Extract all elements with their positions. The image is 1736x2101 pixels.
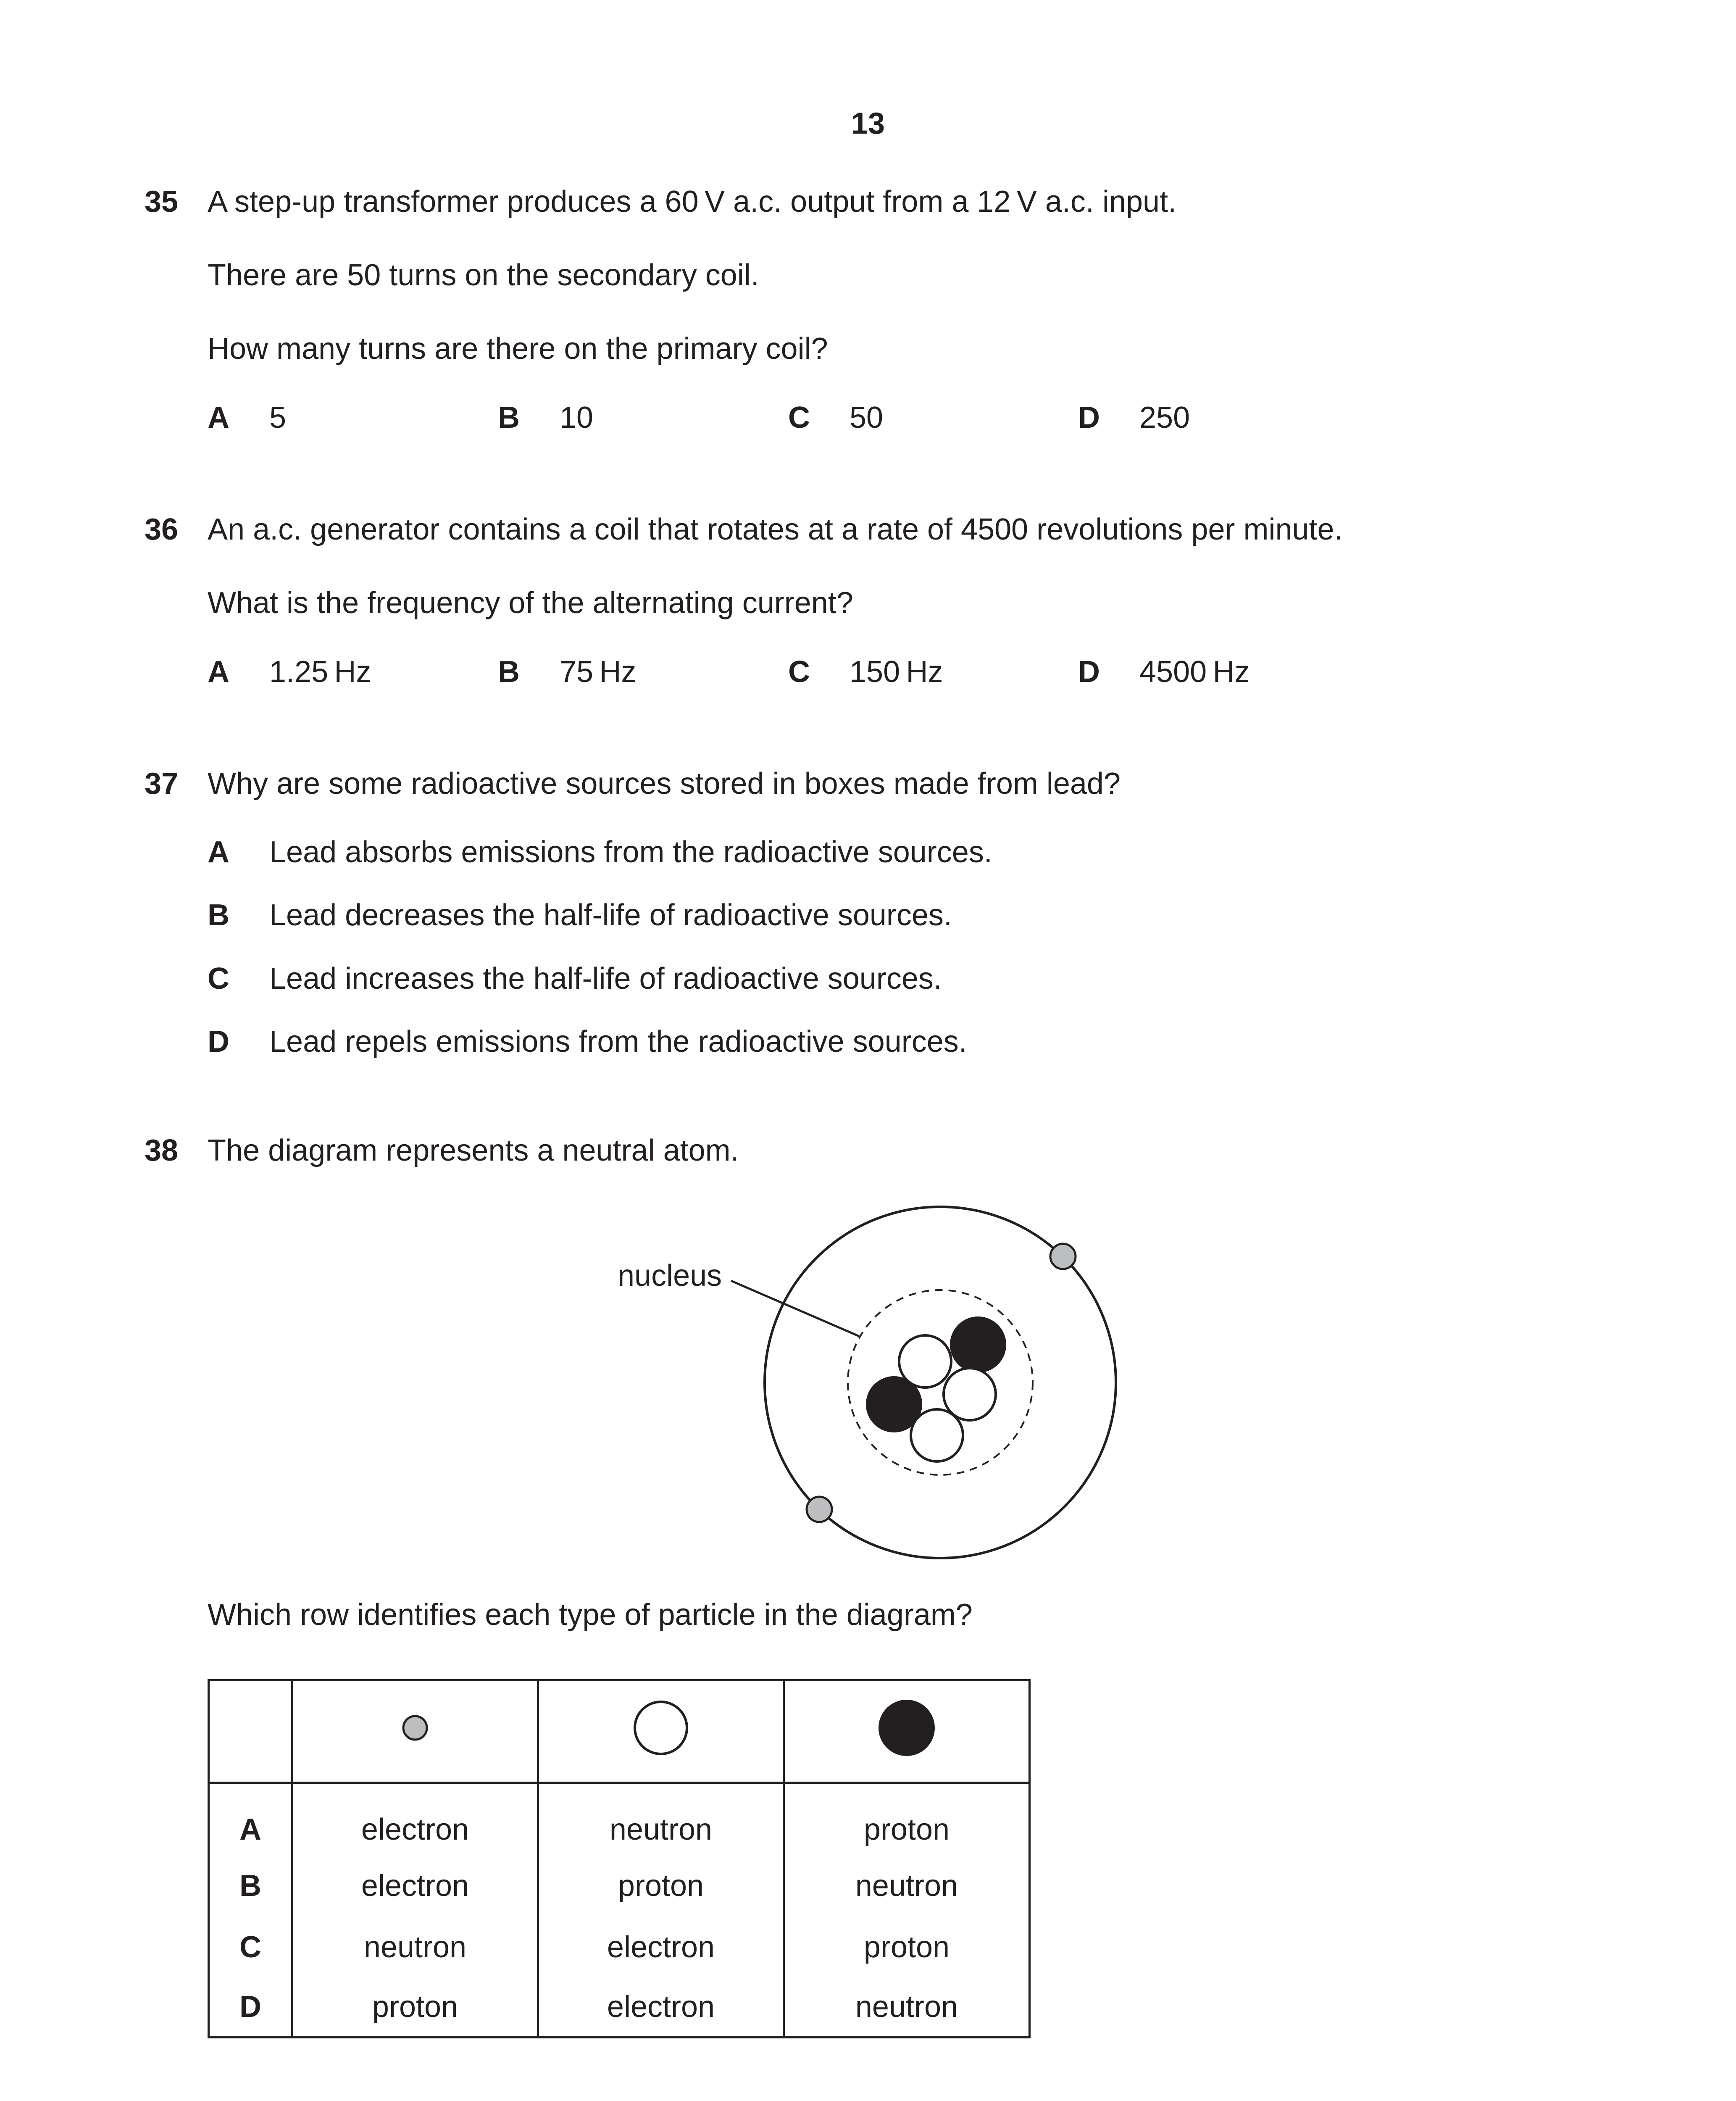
option-letter: D	[208, 1025, 229, 1058]
option-letter: D	[1078, 401, 1100, 434]
page-number: 13	[851, 107, 885, 140]
question-number: 37	[145, 767, 179, 800]
option-letter: D	[1078, 655, 1100, 689]
table-cell: proton	[538, 1855, 784, 1917]
option-text: Lead decreases the half-life of radioactive sources.	[269, 898, 952, 932]
row-letter: A	[209, 1783, 292, 1855]
option-letter: A	[208, 835, 229, 869]
table-row	[209, 1783, 1030, 1855]
option-text: Lead absorbs emissions from the radioactive sources.	[269, 835, 992, 869]
row-letter: C	[209, 1917, 292, 1978]
nucleus-label: nucleus	[618, 1259, 722, 1293]
option-letter: C	[788, 655, 810, 689]
question-number: 38	[145, 1134, 179, 1167]
table-cell: neutron	[784, 1855, 1030, 1917]
option-text: 50	[850, 401, 884, 434]
question-text: There are 50 turns on the secondary coil.	[208, 258, 759, 292]
table-cell: electron	[538, 1917, 784, 1978]
table-cell: neutron	[784, 1978, 1030, 2038]
option-text: 5	[269, 401, 287, 434]
electron-particle	[1050, 1244, 1076, 1269]
question-number: 36	[145, 513, 179, 546]
table-cell: electron	[538, 1978, 784, 2038]
option-letter: A	[208, 401, 229, 434]
option-text: Lead repels emissions from the radioactive sources.	[269, 1025, 967, 1058]
table-header-row	[209, 1680, 1030, 1783]
question-text: Which row identifies each type of particle in the diagram?	[208, 1598, 973, 1632]
table-cell: proton	[784, 1783, 1030, 1855]
neutron-particle	[911, 1409, 963, 1461]
option-text: 75 Hz	[560, 655, 637, 689]
table-cell: electron	[292, 1783, 538, 1855]
option-text: 150 Hz	[850, 655, 943, 689]
electron-symbol-icon	[400, 1713, 430, 1743]
option-text: 4500 Hz	[1139, 655, 1250, 689]
row-letter: D	[209, 1978, 292, 2038]
option-letter: B	[208, 898, 229, 932]
option-letter: C	[788, 401, 810, 434]
answer-table	[208, 1679, 1031, 2038]
option-letter: A	[208, 655, 229, 689]
option-text: 250	[1139, 401, 1190, 434]
question-text: The diagram represents a neutral atom.	[208, 1134, 739, 1167]
option-text: 1.25 Hz	[269, 655, 371, 689]
option-text: Lead increases the half-life of radioactive sources.	[269, 962, 942, 995]
table-row	[209, 1978, 1030, 2038]
table-cell: neutron	[538, 1783, 784, 1855]
option-text: 10	[560, 401, 594, 434]
table-cell: proton	[784, 1917, 1030, 1978]
row-letter: B	[209, 1855, 292, 1917]
neutron-symbol-cell	[538, 1680, 784, 1783]
option-letter: B	[498, 655, 520, 689]
electron-particle	[807, 1497, 832, 1522]
table-row	[209, 1855, 1030, 1917]
table-cell: electron	[292, 1855, 538, 1917]
question-text: A step-up transformer produces a 60 V a.c. output from a 12 V a.c. input.	[208, 185, 1177, 219]
question-text: An a.c. generator contains a coil that rotates at a rate of 4500 revolutions per minute.	[208, 513, 1343, 546]
proton-symbol-icon	[877, 1698, 936, 1757]
question-number: 35	[145, 185, 179, 219]
table-row	[209, 1917, 1030, 1978]
question-text: What is the frequency of the alternating current?	[208, 586, 853, 620]
neutron-symbol-icon	[631, 1698, 690, 1757]
table-cell: neutron	[292, 1917, 538, 1978]
atom-diagram	[601, 1177, 1147, 1580]
question-text: How many turns are there on the primary coil?	[208, 332, 828, 366]
nucleus-leader-line	[731, 1281, 859, 1336]
option-letter: C	[208, 962, 229, 995]
proton-symbol-cell	[784, 1680, 1030, 1783]
table-cell: proton	[292, 1978, 538, 2038]
question-text: Why are some radioactive sources stored in boxes made from lead?	[208, 767, 1121, 800]
option-letter: B	[498, 401, 520, 434]
electron-symbol-cell	[292, 1680, 538, 1783]
proton-particle	[951, 1318, 1005, 1372]
